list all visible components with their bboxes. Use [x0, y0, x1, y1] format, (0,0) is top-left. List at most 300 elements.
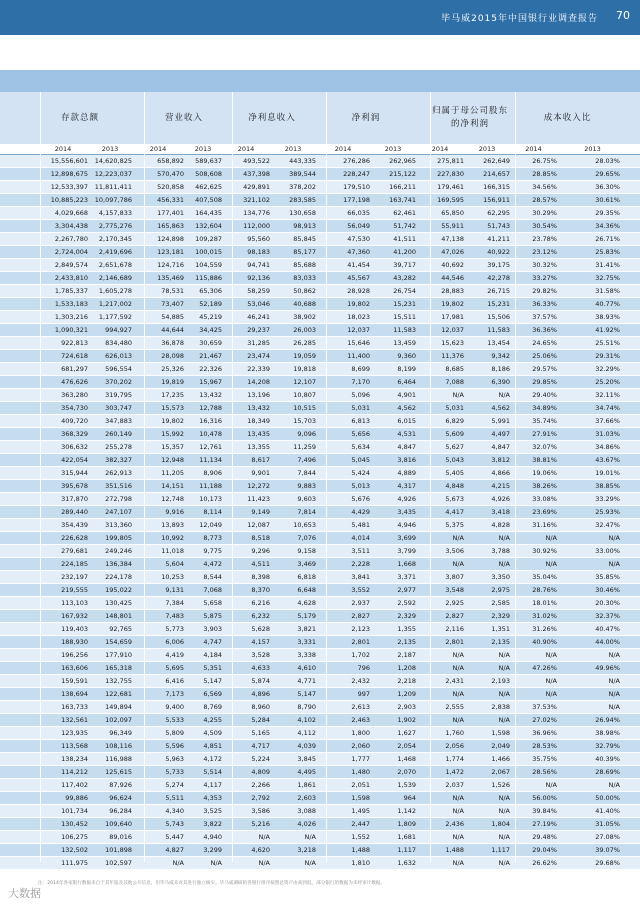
table-cell: 4,747 — [203, 638, 222, 646]
table-cell: 6,232 — [251, 612, 270, 620]
table-cell: 32.29% — [595, 365, 620, 373]
table-cell: N/A — [545, 690, 557, 698]
table-cell: 5,596 — [165, 742, 184, 750]
table-cell: 4,633 — [251, 664, 270, 672]
table-cell: 5,773 — [165, 625, 184, 633]
table-cell: 112,000 — [243, 222, 270, 230]
table-cell: 11,583 — [487, 326, 510, 334]
table-cell: 3,552 — [351, 586, 370, 594]
table-cell: 188,930 — [61, 638, 88, 646]
table-cell: 2,592 — [397, 599, 416, 607]
table-cell: 5,874 — [251, 677, 270, 685]
table-cell: 36,878 — [161, 339, 184, 347]
table-cell: 303,747 — [105, 404, 132, 412]
table-cell: 92,765 — [109, 625, 132, 633]
table-cell: 2,060 — [351, 742, 370, 750]
table-row — [0, 857, 640, 870]
table-cell: 14,208 — [247, 378, 270, 386]
table-cell: 2,801 — [351, 638, 370, 646]
table-row — [0, 662, 640, 675]
table-cell: 2,266 — [251, 781, 270, 789]
table-cell: 2,218 — [397, 677, 416, 685]
table-cell: 8,790 — [297, 703, 316, 711]
table-cell: 195,022 — [105, 586, 132, 594]
table-cell: 2,432 — [351, 677, 370, 685]
table-cell: 10,097,786 — [94, 196, 132, 204]
table-row — [0, 181, 640, 194]
table-cell: 2,651,678 — [98, 261, 132, 269]
table-cell: 11,188 — [199, 482, 222, 490]
table-cell: 6,813 — [351, 417, 370, 425]
table-cell: 1,552 — [351, 833, 370, 841]
table-cell: 95,560 — [247, 235, 270, 243]
table-cell: 12,037 — [441, 326, 464, 334]
table-cell: 32.07% — [532, 443, 557, 451]
table-cell: 115,886 — [195, 274, 222, 282]
table-cell: 20.30% — [595, 599, 620, 607]
table-cell: 23.69% — [532, 508, 557, 516]
page-number: 70 — [616, 9, 630, 22]
table-cell: 19.01% — [595, 469, 620, 477]
table-cell: 30.32% — [532, 261, 557, 269]
table-row — [0, 792, 640, 805]
table-cell: 589,637 — [195, 157, 222, 165]
table-cell: N/A — [545, 781, 557, 789]
table-row — [0, 779, 640, 792]
table-cell: 456,331 — [157, 196, 184, 204]
table-row — [0, 285, 640, 298]
table-cell: 5,533 — [165, 716, 184, 724]
table-cell: 36.33% — [532, 300, 557, 308]
table-cell: 2,419,696 — [98, 248, 132, 256]
table-cell: 4,429 — [351, 508, 370, 516]
table-cell: 30.46% — [595, 586, 620, 594]
table-cell: 3,548 — [445, 586, 464, 594]
table-cell: 5,634 — [351, 443, 370, 451]
table-cell: 12,107 — [293, 378, 316, 386]
table-cell: 33.00% — [595, 547, 620, 555]
table-cell: 85,177 — [293, 248, 316, 256]
table-cell: 117,402 — [61, 781, 88, 789]
table-cell: 1,142 — [397, 807, 416, 815]
table-cell: 132,604 — [195, 222, 222, 230]
table-cell: 313,360 — [105, 521, 132, 529]
table-row — [0, 753, 640, 766]
table-cell: 395,678 — [61, 482, 88, 490]
table-cell: N/A — [545, 677, 557, 685]
table-cell: 5,375 — [445, 521, 464, 529]
table-cell: 3,799 — [397, 547, 416, 555]
table-cell: 3,088 — [297, 807, 316, 815]
table-cell: 29.04% — [532, 846, 557, 854]
table-cell: 26,754 — [393, 287, 416, 295]
table-cell: 41,454 — [347, 261, 370, 269]
table-cell: 27.02% — [532, 716, 557, 724]
table-cell: 255,278 — [105, 443, 132, 451]
table-cell: 2,146,689 — [98, 274, 132, 282]
table-cell: 5,045 — [351, 456, 370, 464]
table-cell: 17,981 — [441, 313, 464, 321]
table-cell: 26,285 — [293, 339, 316, 347]
top-banner — [0, 0, 640, 35]
table-cell: 2,116 — [445, 625, 464, 633]
table-cell: N/A — [608, 560, 620, 568]
table-cell: 437,398 — [243, 170, 270, 178]
table-row — [0, 155, 640, 168]
year-label: 2013 — [101, 145, 119, 153]
table-cell: 43,282 — [393, 274, 416, 282]
year-label: 2013 — [584, 145, 601, 153]
table-cell: 10,885,223 — [50, 196, 88, 204]
table-cell: 276,286 — [343, 157, 370, 165]
table-cell: 102,097 — [105, 716, 132, 724]
table-cell: 19,059 — [293, 352, 316, 360]
table-cell: 3,371 — [397, 573, 416, 581]
table-cell: 96,284 — [109, 807, 132, 815]
table-cell: 8,906 — [203, 469, 222, 477]
table-row — [0, 688, 640, 701]
table-cell: 1,861 — [297, 781, 316, 789]
table-cell: 52,189 — [199, 300, 222, 308]
table-cell: 29,237 — [247, 326, 270, 334]
table-cell: 315,944 — [61, 469, 88, 477]
table-cell: 3,350 — [491, 573, 510, 581]
table-row — [0, 259, 640, 272]
table-cell: 11,018 — [161, 547, 184, 555]
table-cell: N/A — [498, 807, 510, 815]
table-cell: 15,967 — [199, 378, 222, 386]
table-cell: N/A — [452, 833, 464, 841]
table-cell: 1,774 — [445, 755, 464, 763]
table-cell: N/A — [498, 859, 510, 867]
table-cell: 8,370 — [251, 586, 270, 594]
table-cell: 2,827 — [351, 612, 370, 620]
table-cell: 30.61% — [595, 196, 620, 204]
table-cell: 5,481 — [351, 521, 370, 529]
table-cell: 1,208 — [397, 664, 416, 672]
table-cell: 18,023 — [347, 313, 370, 321]
table-cell: 275,811 — [437, 157, 464, 165]
table-cell: 12,533,397 — [50, 183, 88, 191]
column-divider — [430, 92, 431, 862]
table-row — [0, 844, 640, 857]
table-cell: 994,927 — [105, 326, 132, 334]
table-cell: 11,400 — [347, 352, 370, 360]
table-cell: 36.30% — [595, 183, 620, 191]
table-cell: 9,342 — [491, 352, 510, 360]
table-cell: 166,315 — [483, 183, 510, 191]
table-row — [0, 545, 640, 558]
table-cell: 9,360 — [397, 352, 416, 360]
table-cell: 32.79% — [595, 742, 620, 750]
table-cell: 32.11% — [595, 391, 620, 399]
table-cell: 83,033 — [293, 274, 316, 282]
table-cell: 31.58% — [595, 287, 620, 295]
table-cell: 2,056 — [445, 742, 464, 750]
table-cell: 422,054 — [61, 456, 88, 464]
table-cell: 1,466 — [491, 755, 510, 763]
table-cell: 101,898 — [105, 846, 132, 854]
table-cell: N/A — [304, 833, 316, 841]
table-cell: 92,136 — [247, 274, 270, 282]
table-row — [0, 363, 640, 376]
table-cell: 33.08% — [532, 495, 557, 503]
table-row — [0, 831, 640, 844]
table-cell: 317,870 — [61, 495, 88, 503]
table-cell: 3,525 — [203, 807, 222, 815]
table-cell: 7,384 — [165, 599, 184, 607]
table-cell: 8,769 — [203, 703, 222, 711]
table-cell: 102,597 — [105, 859, 132, 867]
table-cell: 4,946 — [397, 521, 416, 529]
table-cell: 35.04% — [532, 573, 557, 581]
table-cell: 4,926 — [397, 495, 416, 503]
table-row — [0, 480, 640, 493]
table-cell: 6,390 — [491, 378, 510, 386]
table-cell: 44.00% — [595, 638, 620, 646]
table-cell: 44,644 — [161, 326, 184, 334]
table-cell: N/A — [452, 664, 464, 672]
table-cell: 443,335 — [289, 157, 316, 165]
table-row — [0, 441, 640, 454]
table-cell: N/A — [210, 859, 222, 867]
year-label: 2014 — [525, 145, 542, 153]
table-cell: 28,098 — [161, 352, 184, 360]
table-cell: 4,497 — [491, 430, 510, 438]
table-cell: 4,472 — [203, 560, 222, 568]
table-cell: 3,331 — [297, 638, 316, 646]
table-cell: 321,102 — [243, 196, 270, 204]
table-cell: 12,948 — [161, 456, 184, 464]
table-cell: 28.53% — [532, 742, 557, 750]
table-cell: 4,827 — [165, 846, 184, 854]
table-cell: N/A — [608, 703, 620, 711]
table-cell: 4,419 — [165, 651, 184, 659]
table-cell: 41,200 — [393, 248, 416, 256]
table-row — [0, 766, 640, 779]
table-cell: 23.78% — [532, 235, 557, 243]
table-cell: 41.40% — [595, 807, 620, 815]
table-cell: 306,632 — [61, 443, 88, 451]
table-cell: 177,910 — [105, 651, 132, 659]
table-cell: 36.96% — [532, 729, 557, 737]
table-cell: 4,172 — [203, 755, 222, 763]
table-cell: 3,845 — [297, 755, 316, 763]
table-cell: N/A — [498, 716, 510, 724]
table-row — [0, 220, 640, 233]
table-cell: 1,668 — [397, 560, 416, 568]
table-cell: 19,802 — [347, 300, 370, 308]
table-cell: 4,509 — [203, 729, 222, 737]
table-cell: 3,821 — [297, 625, 316, 633]
column-divider — [515, 92, 516, 862]
table-cell: 149,894 — [105, 703, 132, 711]
table-cell: 51,742 — [393, 222, 416, 230]
table-cell: 14,620,825 — [94, 157, 132, 165]
table-cell: 38.85% — [595, 482, 620, 490]
table-cell: N/A — [498, 690, 510, 698]
table-cell: 224,178 — [105, 573, 132, 581]
table-cell: 5,627 — [445, 443, 464, 451]
table-cell: 5,043 — [445, 456, 464, 464]
table-row — [0, 818, 640, 831]
table-cell: 5,147 — [297, 690, 316, 698]
table-cell: 56.00% — [532, 794, 557, 802]
table-row — [0, 597, 640, 610]
table-cell: 4,340 — [165, 807, 184, 815]
table-cell: 5,179 — [297, 612, 316, 620]
table-cell: 46,241 — [247, 313, 270, 321]
table-cell: 4,102 — [297, 716, 316, 724]
table-cell: 106,275 — [61, 833, 88, 841]
table-cell: 2,135 — [491, 638, 510, 646]
table-cell: 5,991 — [491, 417, 510, 425]
table-cell: 681,297 — [61, 365, 88, 373]
table-cell: 1,533,183 — [54, 300, 88, 308]
table-cell: 1,177,592 — [98, 313, 132, 321]
table-cell: 37.53% — [532, 703, 557, 711]
table-cell: 5,216 — [251, 820, 270, 828]
table-row — [0, 350, 640, 363]
table-row — [0, 584, 640, 597]
table-cell: 29.40% — [532, 391, 557, 399]
table-cell: 30.92% — [532, 547, 557, 555]
table-cell: 8,114 — [203, 508, 222, 516]
table-cell: 164,435 — [195, 209, 222, 217]
table-row — [0, 428, 640, 441]
table-cell: 124,898 — [157, 235, 184, 243]
table-cell: 29.31% — [595, 352, 620, 360]
table-cell: 4,771 — [297, 677, 316, 685]
table-cell: 85,845 — [293, 235, 316, 243]
table-cell: 12,788 — [199, 404, 222, 412]
table-cell: 5,809 — [165, 729, 184, 737]
table-cell: 10,515 — [293, 404, 316, 412]
table-cell: 13,454 — [487, 339, 510, 347]
table-cell: 1,800 — [351, 729, 370, 737]
table-cell: 27.19% — [532, 820, 557, 828]
table-cell: 6,416 — [165, 677, 184, 685]
table-cell: 3,304,438 — [54, 222, 88, 230]
table-cell: 25.83% — [595, 248, 620, 256]
table-cell: 134,776 — [243, 209, 270, 217]
table-cell: 5,656 — [351, 430, 370, 438]
table-cell: 2,792 — [251, 794, 270, 802]
table-cell: 4,417 — [445, 508, 464, 516]
table-cell: 50,862 — [293, 287, 316, 295]
table-cell: 5,875 — [203, 612, 222, 620]
table-cell: 4,117 — [203, 781, 222, 789]
table-cell: 29.85% — [532, 378, 557, 386]
table-cell: 7,814 — [297, 508, 316, 516]
table-cell: 5,447 — [165, 833, 184, 841]
table-cell: 49.96% — [595, 664, 620, 672]
table-cell: 15,357 — [161, 443, 184, 451]
table-cell: 520,858 — [157, 183, 184, 191]
table-cell: 78,531 — [161, 287, 184, 295]
table-cell: 2,054 — [397, 742, 416, 750]
table-cell: 10,478 — [199, 430, 222, 438]
table-cell: 10,992 — [161, 534, 184, 542]
table-cell: 964 — [403, 794, 416, 802]
table-cell: 3,506 — [445, 547, 464, 555]
table-cell: 214,657 — [483, 170, 510, 178]
table-cell: 4,039 — [297, 742, 316, 750]
table-cell: 5,424 — [351, 469, 370, 477]
table-cell: 11,134 — [199, 456, 222, 464]
table-cell: 31.02% — [532, 612, 557, 620]
table-cell: 429,891 — [243, 183, 270, 191]
year-label: 2014 — [237, 145, 255, 153]
table-cell: 29.68% — [595, 859, 620, 867]
table-cell: 1,480 — [351, 768, 370, 776]
table-cell: N/A — [452, 534, 464, 542]
table-cell: 100,015 — [195, 248, 222, 256]
table-cell: 169,595 — [437, 196, 464, 204]
table-cell: 227,830 — [437, 170, 464, 178]
table-row — [0, 571, 640, 584]
table-cell: 37.57% — [532, 313, 557, 321]
table-cell: 289,440 — [61, 508, 88, 516]
table-cell: 228,247 — [343, 170, 370, 178]
table-cell: 38.93% — [595, 313, 620, 321]
table-cell: 9,775 — [203, 547, 222, 555]
table-cell: 96,349 — [109, 729, 132, 737]
table-cell: 4,562 — [397, 404, 416, 412]
table-cell: N/A — [545, 560, 557, 568]
table-cell: 31.41% — [595, 261, 620, 269]
table-cell: 4,157 — [251, 638, 270, 646]
table-cell: 13,893 — [161, 521, 184, 529]
table-cell: 32.37% — [595, 612, 620, 620]
table-cell: 11,423 — [247, 495, 270, 503]
table-cell: 5,743 — [165, 820, 184, 828]
table-cell: 29.35% — [595, 209, 620, 217]
table-cell: 15,573 — [161, 404, 184, 412]
table-cell: 2,849,574 — [54, 261, 88, 269]
table-cell: 28.76% — [532, 586, 557, 594]
table-cell: 40,692 — [441, 261, 464, 269]
table-cell: 9,883 — [297, 482, 316, 490]
table-cell: 31.03% — [595, 430, 620, 438]
table-cell: 8,699 — [351, 365, 370, 373]
table-cell: 28.56% — [532, 768, 557, 776]
table-cell: 4,255 — [203, 716, 222, 724]
watermark-text: 大数据 — [8, 887, 41, 900]
table-cell: 347,883 — [105, 417, 132, 425]
table-cell: N/A — [452, 690, 464, 698]
column-divider — [144, 92, 145, 862]
table-cell: 2,975 — [491, 586, 510, 594]
table-cell: 34.86% — [595, 443, 620, 451]
table-cell: 3,338 — [297, 651, 316, 659]
table-cell: 25.06% — [532, 352, 557, 360]
table-cell: 154,659 — [105, 638, 132, 646]
table-cell: 196,256 — [61, 651, 88, 659]
header-net-profit-parent: 归属于母公司股东的净利润 — [431, 106, 508, 129]
table-cell: 32.75% — [595, 274, 620, 282]
table-row — [0, 246, 640, 259]
table-cell: N/A — [452, 716, 464, 724]
table-cell: 159,591 — [61, 677, 88, 685]
table-cell: 138,694 — [61, 690, 88, 698]
table-cell: 1,351 — [491, 625, 510, 633]
table-cell: 10,253 — [161, 573, 184, 581]
table-cell: 9,149 — [251, 508, 270, 516]
table-cell: 1,785,337 — [54, 287, 88, 295]
year-row — [0, 144, 640, 155]
table-cell: 363,280 — [61, 391, 88, 399]
